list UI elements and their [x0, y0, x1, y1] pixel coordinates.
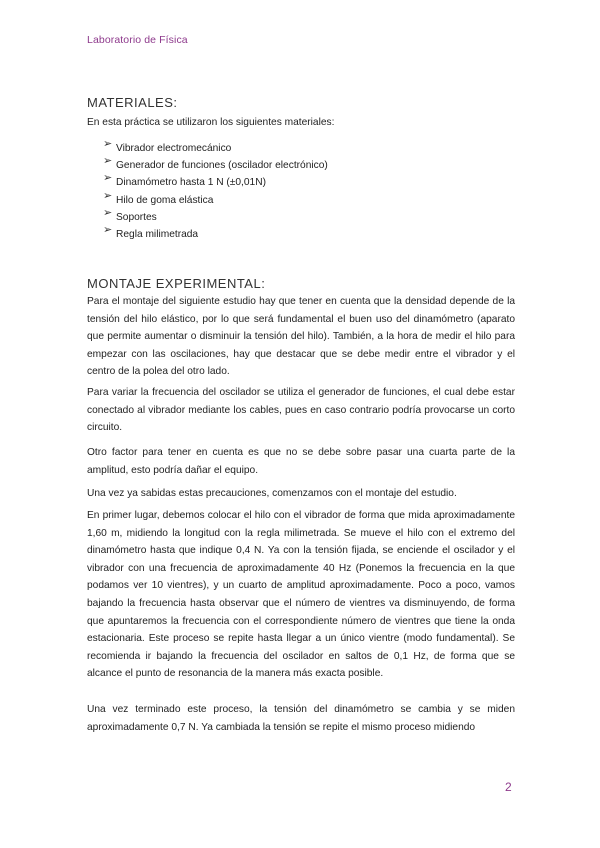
materials-title: MATERIALES:: [87, 95, 178, 110]
arrowhead-bullet-icon: ➢: [103, 172, 113, 185]
setup-paragraph-2: Para variar la frecuencia del oscilador se utiliza el generador de funciones, el cual debe estar conectado al vibrador mediante los cables, pues en caso contrario podría provocarse un corto circuito.: [87, 387, 515, 434]
arrowhead-bullet-icon: ➢: [103, 138, 113, 150]
setup-paragraph-1: Para el montaje del siguiente estudio hay que tener en cuenta que la densidad depende de la tensión del hilo elástico, por lo que será fundamental el buen uso del dinamómetro (aparato que permite aumentar o disminuir la tensión del hilo). También, a la hora de medir el hilo para empezar con las oscilaciones, hay que destacar que se debe medir entre el vibrador y el centro de la polea del otro lado.: [87, 296, 515, 378]
materials-intro: En esta práctica se utilizaron los siguientes materiales:: [87, 117, 335, 128]
setup-paragraph-4: Una vez ya sabidas estas precauciones, comenzamos con el montaje del estudio.: [87, 488, 457, 499]
materials-list: [103, 140, 328, 243]
list-item-label: Hilo de goma elástica: [116, 194, 214, 206]
list-item-label: Generador de funciones (oscilador electrónico): [116, 160, 328, 172]
setup-paragraph-5: En primer lugar, debemos colocar el hilo con el vibrador de forma que mida aproximadamente 1,60 m, midiendo la longitud con la regla milimetrada. Se mueve el hilo con el extremo del dinamómetro hasta que indique 0,4 N. Ya con la tensión fijada, se enciende el oscilador y el vibrador con una frecuencia de aproximadamente 40 Hz (Ponemos la frecuencia en la que podamos ver 10 vientres), y un cuarto de amplitud aproximadamente. Poco a poco, vamos bajando la frecuencia hasta observar que el número de vientres va disminuyendo, de forma que apuntaremos la frecuencia con el correspondiente número de vientres que tiene la onda estacionaria. Este proceso se repite hasta llegar a un único vientre (modo fundamental). Se recomienda ir bajando la frecuencia del oscilador en saltos de 0,1 Hz, de forma que se alcance el punto de resonancia de la manera más exacta posible.: [87, 510, 515, 680]
page-number: 2: [505, 780, 512, 794]
list-item: [103, 140, 328, 157]
list-item: [103, 174, 328, 191]
setup-paragraph-3: Otro factor para tener en cuenta es que no se debe sobre pasar una cuarta parte de la amplitud, esto podría dañar el equipo.: [87, 447, 515, 476]
list-item-label: Soportes: [116, 211, 157, 223]
running-header: Laboratorio de Física: [87, 34, 188, 46]
arrowhead-bullet-icon: ➢: [103, 223, 113, 236]
setup-title: MONTAJE EXPERIMENTAL:: [87, 276, 266, 291]
list-item: [103, 206, 328, 226]
setup-paragraph-6: Una vez terminado este proceso, la tensión del dinamómetro se cambia y se miden aproximadamente 0,7 N. Ya cambiada la tensión se repite el mismo proceso midiendo: [87, 704, 515, 733]
arrowhead-bullet-icon: ➢: [103, 206, 113, 219]
list-item: [103, 223, 328, 243]
list-item: [103, 157, 328, 174]
list-item: [103, 189, 328, 209]
list-item-label: Vibrador electromecánico: [116, 143, 232, 154]
arrowhead-bullet-icon: ➢: [103, 189, 113, 202]
arrowhead-bullet-icon: ➢: [103, 155, 113, 168]
list-item-label: Regla milimetrada: [116, 228, 199, 240]
list-item-label: Dinamómetro hasta 1 N (±0,01N): [116, 177, 266, 189]
